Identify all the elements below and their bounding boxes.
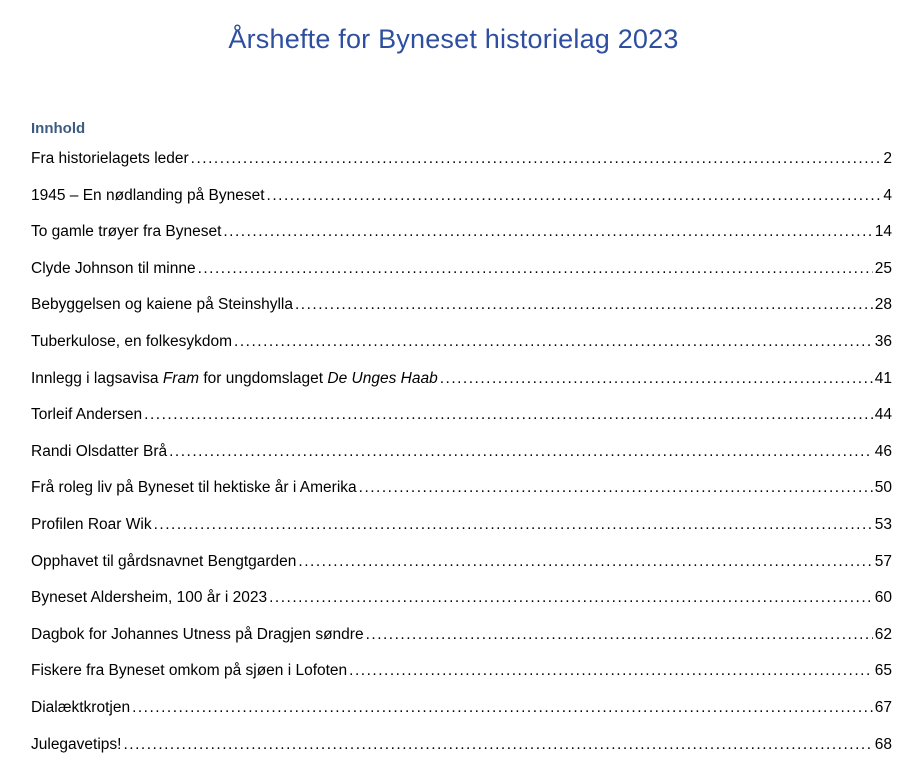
toc-entry-title: To gamle trøyer fra Byneset [31,223,222,241]
dot-leader [349,654,873,687]
toc-entry-page: 65 [874,662,892,680]
toc-entry-bengtgarden[interactable] [31,545,892,582]
toc-entry-title: Tuberkulose, en folkesykdom [31,332,233,350]
toc-entry-page: 62 [874,625,892,643]
dot-leader [169,435,873,468]
toc-entry-dialaektkrotjen[interactable] [31,691,892,728]
dot-leader [144,398,873,431]
dot-leader [198,252,873,285]
toc-entry-julegavetips[interactable] [31,728,892,765]
toc-entry-page: 57 [874,552,892,570]
toc-entry-page: 41 [874,369,892,387]
toc-entry-title: Clyde Johnson til minne [31,259,196,277]
toc-entry-page: 25 [874,259,892,277]
toc-entry-steinshylla[interactable] [31,288,892,325]
toc-entry-page: 44 [874,406,892,424]
toc-entry-fra-historielagets-leder[interactable] [31,142,892,179]
toc-entry-page: 28 [874,296,892,314]
toc-entry-title: Profilen Roar Wik [31,515,152,533]
dot-leader [267,179,882,212]
dot-leader [123,728,872,761]
toc-entry-title: Dialæktkrotjen [31,698,131,716]
dot-leader [298,545,872,578]
toc-entry-1945-nodlanding[interactable] [31,179,892,216]
toc-entry-innlegg-lagsavisa[interactable] [31,362,892,399]
toc-entry-title: Randi Olsdatter Brå [31,442,168,460]
dot-leader [234,325,873,358]
toc-entry-title: Fra historielagets leder [31,150,189,167]
toc-entry-torleif-andersen[interactable] [31,398,892,435]
toc-entry-clyde-johnson[interactable] [31,252,892,289]
dot-leader [223,215,872,248]
dot-leader [191,142,882,175]
toc-entry-page: 50 [874,479,892,497]
dot-leader [366,618,873,651]
title-part-italic: Fram [162,369,200,387]
toc-entry-fra-roleg-liv[interactable] [31,471,892,508]
toc-entry-title [31,362,438,395]
toc-entry-randi-olsdatter-bra[interactable] [31,435,892,472]
toc-entry-page: 53 [874,515,892,533]
toc-entry-page: 14 [874,223,892,241]
dot-leader [269,581,873,614]
toc-entry-page: 36 [874,332,892,350]
toc-heading: Innhold [31,120,86,137]
toc-entry-title: Dagbok for Johannes Utness på Dragjen søndre [31,625,364,643]
toc-entry-page: 4 [883,186,892,204]
toc-entry-page: 2 [883,150,892,167]
toc-entry-title: Bebyggelsen og kaiene på Steinshylla [31,296,293,314]
table-of-contents [31,142,892,764]
dot-leader [132,691,873,724]
title-part-italic: De Unges Haab [327,369,438,387]
toc-entry-fiskere-lofoten[interactable] [31,654,892,691]
toc-entry-page: 46 [874,442,892,460]
document-title: Årshefte for Byneset historielag 2023 [228,24,679,54]
toc-entry-title: Byneset Aldersheim, 100 år i 2023 [31,589,268,607]
toc-entry-page: 68 [874,735,892,753]
dot-leader [440,362,873,395]
toc-entry-to-gamle-troyer[interactable] [31,215,892,252]
toc-entry-title: 1945 – En nødlanding på Byneset [31,186,265,204]
dot-leader [295,288,873,321]
dot-leader [154,508,873,541]
toc-entry-title: Frå roleg liv på Byneset til hektiske år i Amerika [31,479,357,497]
toc-entry-page: 67 [874,698,892,716]
toc-entry-byneset-aldersheim[interactable] [31,581,892,618]
toc-entry-dagbok-johannes-utness[interactable] [31,618,892,655]
dot-leader [359,471,873,504]
toc-entry-title: Torleif Andersen [31,406,143,424]
toc-entry-title: Julegavetips! [31,735,122,753]
toc-entry-title: Fiskere fra Byneset omkom på sjøen i Lofoten [31,662,348,680]
toc-entry-profilen-roar-wik[interactable] [31,508,892,545]
toc-entry-tuberkulose[interactable] [31,325,892,362]
toc-entry-page: 60 [874,589,892,607]
title-part: Innlegg i lagsavisa [31,369,163,387]
toc-entry-title: Opphavet til gårdsnavnet Bengtgarden [31,552,297,570]
title-part: for ungdomslaget [199,369,328,387]
